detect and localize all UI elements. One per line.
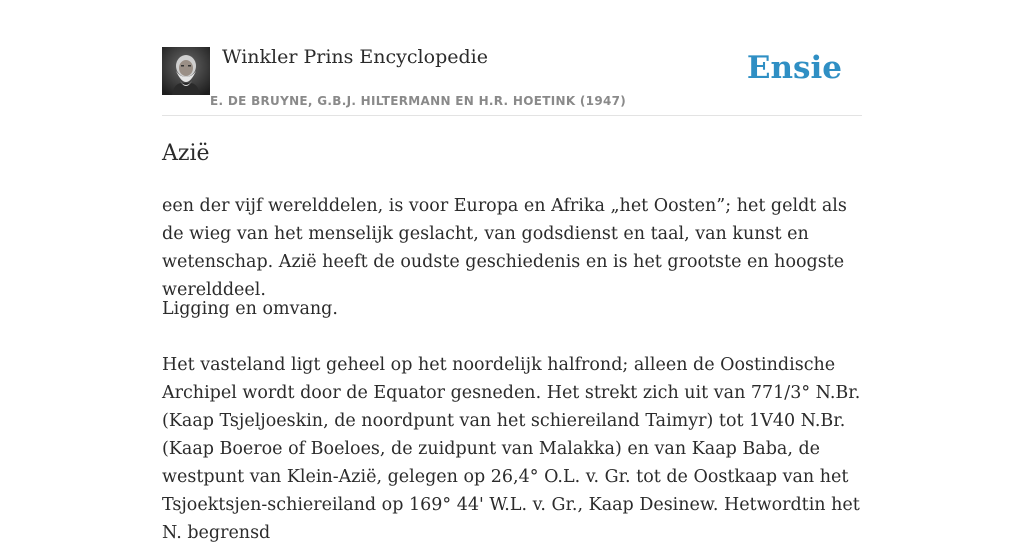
brand-logo[interactable]: Ensie [746, 50, 842, 86]
authors-line: E. DE BRUYNE, G.B.J. HILTERMANN EN H.R. HOETINK (1947) [210, 94, 627, 108]
article-paragraph-intro: een der vijf werelddelen, is voor Europa en Afrika „het Oosten”; het geldt als de wieg van het menselijk geslacht, van godsdienst en taal, van kunst en wetenschap. Azië heeft de oudste geschiedenis en is het grootste en hoogste werelddeel. [162, 196, 847, 300]
section-heading-ligging: Ligging en omvang. [162, 299, 338, 319]
author-avatar [162, 47, 210, 95]
site-title[interactable]: Winkler Prins Encyclopedie [222, 46, 488, 68]
article-title: Azië [162, 141, 210, 166]
article-paragraph-ligging: Het vasteland ligt geheel op het noordelijk halfrond; alleen de Oostindische Archipel wordt door de Equator gesneden. Het strekt zich uit van 771/3° N.Br. (Kaap Tsjeljoeskin, de noordpunt van het schiereiland Taimyr) tot 1V40 N.Br. (Kaap Boeroe of Boeloes, de zuidpunt van Malakka) en van Kaap Baba, de westpunt van Klein-Azië, gelegen op 26,4° O.L. v. Gr. tot de Oostkaap van het Tsjoektsjen-schiereiland op 169° 44' W.L. v. Gr., Kaap Desinew. Hetwordtin het N. begrensd [162, 355, 861, 543]
page [162, 0, 862, 543]
author-portrait-icon [162, 47, 210, 95]
site-header [162, 0, 862, 116]
